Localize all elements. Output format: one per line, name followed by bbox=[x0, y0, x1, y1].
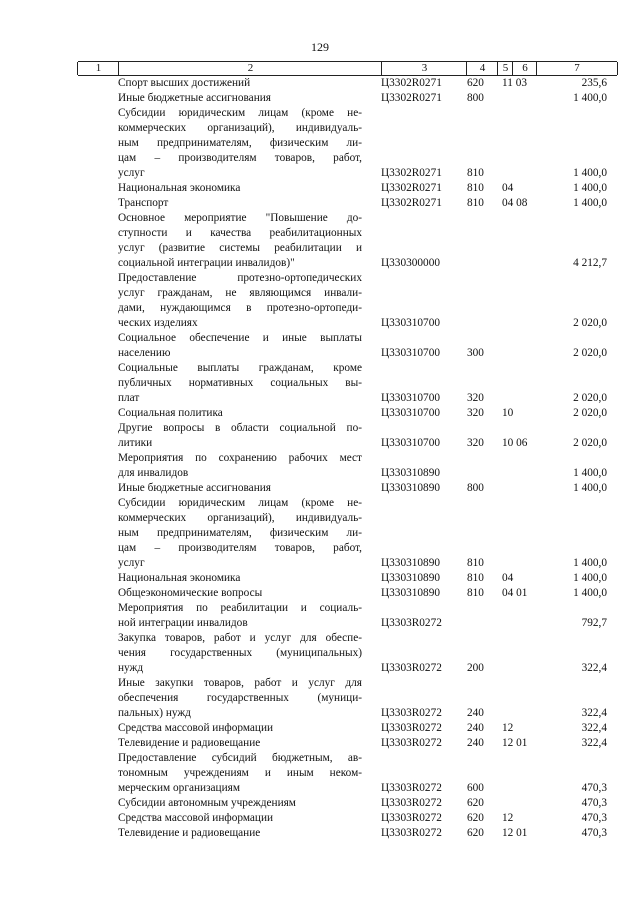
table-row bbox=[0, 496, 640, 571]
header-col-1: 1 bbox=[77, 62, 119, 75]
row-name bbox=[118, 181, 362, 196]
row-name-line: Национальная экономика bbox=[118, 572, 241, 584]
row-name-line: дами, нуждающимся в протезно-ортопеди- bbox=[118, 302, 362, 314]
row-name-line: нужд bbox=[118, 662, 144, 674]
row-amount: 322,4 bbox=[581, 707, 607, 719]
row-name bbox=[118, 406, 362, 421]
row-code: Ц3302R0271 bbox=[381, 182, 442, 194]
row-expense-type: 810 bbox=[467, 587, 484, 599]
row-section: 04 bbox=[502, 182, 514, 194]
row-section: 12 bbox=[502, 722, 514, 734]
row-name-line: публичных нормативных социальных вы- bbox=[118, 377, 362, 389]
row-name-line: Социальное обеспечение и иные выплаты bbox=[118, 332, 362, 344]
row-name bbox=[118, 676, 362, 721]
table-row bbox=[0, 331, 640, 361]
table-row bbox=[0, 586, 640, 601]
row-amount: 1 400,0 bbox=[573, 182, 607, 194]
table-row bbox=[0, 826, 640, 841]
row-name bbox=[118, 361, 362, 406]
row-name-line: Иные бюджетные ассигнования bbox=[118, 92, 271, 104]
row-expense-type: 810 bbox=[467, 197, 484, 209]
row-name bbox=[118, 586, 362, 601]
row-name bbox=[118, 571, 362, 586]
table-row bbox=[0, 211, 640, 271]
row-name-line: для инвалидов bbox=[118, 467, 189, 479]
table-row bbox=[0, 106, 640, 181]
row-name-line: чения государственных (муниципальных) bbox=[118, 647, 362, 659]
table-row bbox=[0, 601, 640, 631]
row-name bbox=[118, 421, 362, 451]
row-name-line: литики bbox=[118, 437, 153, 449]
row-code: Ц330310890 bbox=[381, 467, 440, 479]
table-row bbox=[0, 361, 640, 406]
row-amount: 1 400,0 bbox=[573, 92, 607, 104]
table-body bbox=[0, 76, 640, 841]
row-amount: 322,4 bbox=[581, 722, 607, 734]
row-name bbox=[118, 721, 362, 736]
row-amount: 2 020,0 bbox=[573, 392, 607, 404]
row-expense-type: 240 bbox=[467, 737, 484, 749]
row-code: Ц3303R0272 bbox=[381, 722, 442, 734]
row-amount: 1 400,0 bbox=[573, 482, 607, 494]
row-code: Ц330310890 bbox=[381, 572, 440, 584]
row-expense-type: 620 bbox=[467, 827, 484, 839]
row-code: Ц330300000 bbox=[381, 257, 440, 269]
row-name bbox=[118, 76, 362, 91]
row-name-line: Социальная политика bbox=[118, 407, 223, 419]
row-name-line: Спорт высших достижений bbox=[118, 77, 251, 89]
row-amount: 1 400,0 bbox=[573, 167, 607, 179]
row-name-line: мерческим организациям bbox=[118, 782, 240, 794]
row-name-line: услуг гражданам, не являющимся инвали- bbox=[118, 287, 362, 299]
row-amount: 1 400,0 bbox=[573, 572, 607, 584]
row-section: 04 01 bbox=[502, 587, 528, 599]
row-code: Ц3303R0272 bbox=[381, 617, 442, 629]
row-name-line: ным предпринимателям, физическим ли- bbox=[118, 137, 362, 149]
row-name bbox=[118, 496, 362, 571]
table-row bbox=[0, 406, 640, 421]
row-amount: 2 020,0 bbox=[573, 437, 607, 449]
row-name-line: цам – производителям товаров, работ, bbox=[118, 542, 362, 554]
row-code: Ц330310700 bbox=[381, 407, 440, 419]
table-row bbox=[0, 811, 640, 826]
row-name-line: Общеэкономические вопросы bbox=[118, 587, 263, 599]
row-name-line: Мероприятия по сохранению рабочих мест bbox=[118, 452, 362, 464]
row-name-line: ступности и качества реабилитационных bbox=[118, 227, 362, 239]
row-amount: 1 400,0 bbox=[573, 467, 607, 479]
row-name bbox=[118, 451, 362, 481]
header-col-2: 2 bbox=[118, 62, 382, 75]
row-name bbox=[118, 736, 362, 751]
row-section: 12 bbox=[502, 812, 514, 824]
row-code: Ц3303R0272 bbox=[381, 782, 442, 794]
row-name-line: Другие вопросы в области социальной по- bbox=[118, 422, 362, 434]
row-amount: 470,3 bbox=[581, 812, 607, 824]
row-expense-type: 240 bbox=[467, 707, 484, 719]
row-code: Ц330310700 bbox=[381, 317, 440, 329]
row-amount: 4 212,7 bbox=[573, 257, 607, 269]
row-expense-type: 600 bbox=[467, 782, 484, 794]
row-code: Ц3302R0271 bbox=[381, 197, 442, 209]
table-row bbox=[0, 481, 640, 496]
row-name bbox=[118, 271, 362, 331]
row-name bbox=[118, 106, 362, 181]
table-header bbox=[78, 61, 617, 76]
row-name-line: цам – производителям товаров, работ, bbox=[118, 152, 362, 164]
row-name-line: Средства массовой информации bbox=[118, 812, 274, 824]
header-col-5: 5 bbox=[497, 62, 513, 75]
row-name bbox=[118, 751, 362, 796]
row-name-line: Предоставление протезно-ортопедических bbox=[118, 272, 362, 284]
row-code: Ц330310890 bbox=[381, 557, 440, 569]
row-name-line: Субсидии юридическим лицам (кроме не- bbox=[118, 107, 362, 119]
row-name-line: Основное мероприятие "Повышение до- bbox=[118, 212, 362, 224]
row-name-line: Социальные выплаты гражданам, кроме bbox=[118, 362, 362, 374]
row-code: Ц3303R0272 bbox=[381, 812, 442, 824]
row-amount: 1 400,0 bbox=[573, 197, 607, 209]
row-name-line: ным предпринимателям, физическим ли- bbox=[118, 527, 362, 539]
row-code: Ц3302R0271 bbox=[381, 167, 442, 179]
row-amount: 2 020,0 bbox=[573, 317, 607, 329]
row-section: 10 06 bbox=[502, 437, 528, 449]
row-name bbox=[118, 826, 362, 841]
row-name-line: коммерческих организаций), индивидуаль- bbox=[118, 122, 362, 134]
row-expense-type: 620 bbox=[467, 797, 484, 809]
row-code: Ц330310700 bbox=[381, 437, 440, 449]
row-name bbox=[118, 211, 362, 271]
row-expense-type: 810 bbox=[467, 557, 484, 569]
table-row bbox=[0, 571, 640, 586]
row-expense-type: 810 bbox=[467, 572, 484, 584]
table-row bbox=[0, 181, 640, 196]
row-name-line: Телевидение и радиовещание bbox=[118, 827, 261, 839]
row-amount: 322,4 bbox=[581, 662, 607, 674]
table-row bbox=[0, 196, 640, 211]
row-amount: 792,7 bbox=[581, 617, 607, 629]
header-col-4: 4 bbox=[466, 62, 498, 75]
row-section: 12 01 bbox=[502, 827, 528, 839]
row-code: Ц330310700 bbox=[381, 347, 440, 359]
row-name-line: коммерческих организаций), индивидуаль- bbox=[118, 512, 362, 524]
table-row bbox=[0, 271, 640, 331]
row-name-line: Иные закупки товаров, работ и услуг для bbox=[118, 677, 362, 689]
row-code: Ц3303R0272 bbox=[381, 737, 442, 749]
row-amount: 1 400,0 bbox=[573, 557, 607, 569]
row-name bbox=[118, 601, 362, 631]
row-code: Ц330310890 bbox=[381, 587, 440, 599]
row-name bbox=[118, 796, 362, 811]
row-expense-type: 800 bbox=[467, 482, 484, 494]
table-row bbox=[0, 751, 640, 796]
row-name bbox=[118, 811, 362, 826]
row-code: Ц330310700 bbox=[381, 392, 440, 404]
row-name-line: ческих изделиях bbox=[118, 317, 198, 329]
row-amount: 235,6 bbox=[581, 77, 607, 89]
row-name-line: населению bbox=[118, 347, 171, 359]
row-amount: 2 020,0 bbox=[573, 407, 607, 419]
row-code: Ц3303R0272 bbox=[381, 827, 442, 839]
row-section: 04 bbox=[502, 572, 514, 584]
row-name-line: услуг bbox=[118, 557, 145, 569]
table-row bbox=[0, 631, 640, 676]
row-name-line: Телевидение и радиовещание bbox=[118, 737, 261, 749]
row-code: Ц3302R0271 bbox=[381, 77, 442, 89]
row-expense-type: 620 bbox=[467, 77, 484, 89]
row-name bbox=[118, 91, 362, 106]
row-name-line: обеспечения государственных (муници- bbox=[118, 692, 362, 704]
table-row bbox=[0, 736, 640, 751]
header-col-6: 6 bbox=[512, 62, 537, 75]
row-code: Ц3302R0271 bbox=[381, 92, 442, 104]
row-name-line: услуг (развитие системы реабилитации и bbox=[118, 242, 362, 254]
row-name-line: Транспорт bbox=[118, 197, 169, 209]
row-expense-type: 620 bbox=[467, 812, 484, 824]
row-name-line: Мероприятия по реабилитации и социаль- bbox=[118, 602, 362, 614]
table-row bbox=[0, 451, 640, 481]
table-row bbox=[0, 721, 640, 736]
row-expense-type: 320 bbox=[467, 407, 484, 419]
row-name bbox=[118, 331, 362, 361]
row-name-line: социальной интеграции инвалидов)" bbox=[118, 257, 295, 269]
row-expense-type: 320 bbox=[467, 437, 484, 449]
row-name-line: пальных) нужд bbox=[118, 707, 191, 719]
row-name-line: Средства массовой информации bbox=[118, 722, 274, 734]
table-row bbox=[0, 796, 640, 811]
row-name bbox=[118, 481, 362, 496]
row-amount: 470,3 bbox=[581, 782, 607, 794]
row-section: 11 03 bbox=[502, 77, 527, 89]
row-section: 04 08 bbox=[502, 197, 528, 209]
row-expense-type: 200 bbox=[467, 662, 484, 674]
row-name-line: Субсидии автономным учреждениям bbox=[118, 797, 296, 809]
row-amount: 1 400,0 bbox=[573, 587, 607, 599]
row-code: Ц3303R0272 bbox=[381, 707, 442, 719]
page-number: 129 bbox=[311, 40, 329, 54]
table-row bbox=[0, 421, 640, 451]
table-row bbox=[0, 676, 640, 721]
row-section: 10 bbox=[502, 407, 514, 419]
row-name bbox=[118, 631, 362, 676]
row-expense-type: 800 bbox=[467, 92, 484, 104]
row-name-line: Закупка товаров, работ и услуг для обеспе- bbox=[118, 632, 362, 644]
row-name-line: плат bbox=[118, 392, 140, 404]
row-name-line: Национальная экономика bbox=[118, 182, 241, 194]
row-amount: 322,4 bbox=[581, 737, 607, 749]
row-amount: 2 020,0 bbox=[573, 347, 607, 359]
header-col-3: 3 bbox=[381, 62, 467, 75]
row-expense-type: 300 bbox=[467, 347, 484, 359]
row-expense-type: 810 bbox=[467, 167, 484, 179]
header-col-7: 7 bbox=[536, 62, 618, 75]
row-expense-type: 810 bbox=[467, 182, 484, 194]
row-section: 12 01 bbox=[502, 737, 528, 749]
row-code: Ц330310890 bbox=[381, 482, 440, 494]
row-expense-type: 240 bbox=[467, 722, 484, 734]
row-name-line: тономным учреждениям и иным неком- bbox=[118, 767, 362, 779]
row-name-line: Субсидии юридическим лицам (кроме не- bbox=[118, 497, 362, 509]
row-code: Ц3303R0272 bbox=[381, 797, 442, 809]
row-name-line: Иные бюджетные ассигнования bbox=[118, 482, 271, 494]
row-name-line: услуг bbox=[118, 167, 145, 179]
row-amount: 470,3 bbox=[581, 797, 607, 809]
row-expense-type: 320 bbox=[467, 392, 484, 404]
row-amount: 470,3 bbox=[581, 827, 607, 839]
row-code: Ц3303R0272 bbox=[381, 662, 442, 674]
table-row bbox=[0, 91, 640, 106]
row-name-line: Предоставление субсидий бюджетным, ав- bbox=[118, 752, 362, 764]
row-name bbox=[118, 196, 362, 211]
table-row bbox=[0, 76, 640, 91]
row-name-line: ной интеграции инвалидов bbox=[118, 617, 248, 629]
